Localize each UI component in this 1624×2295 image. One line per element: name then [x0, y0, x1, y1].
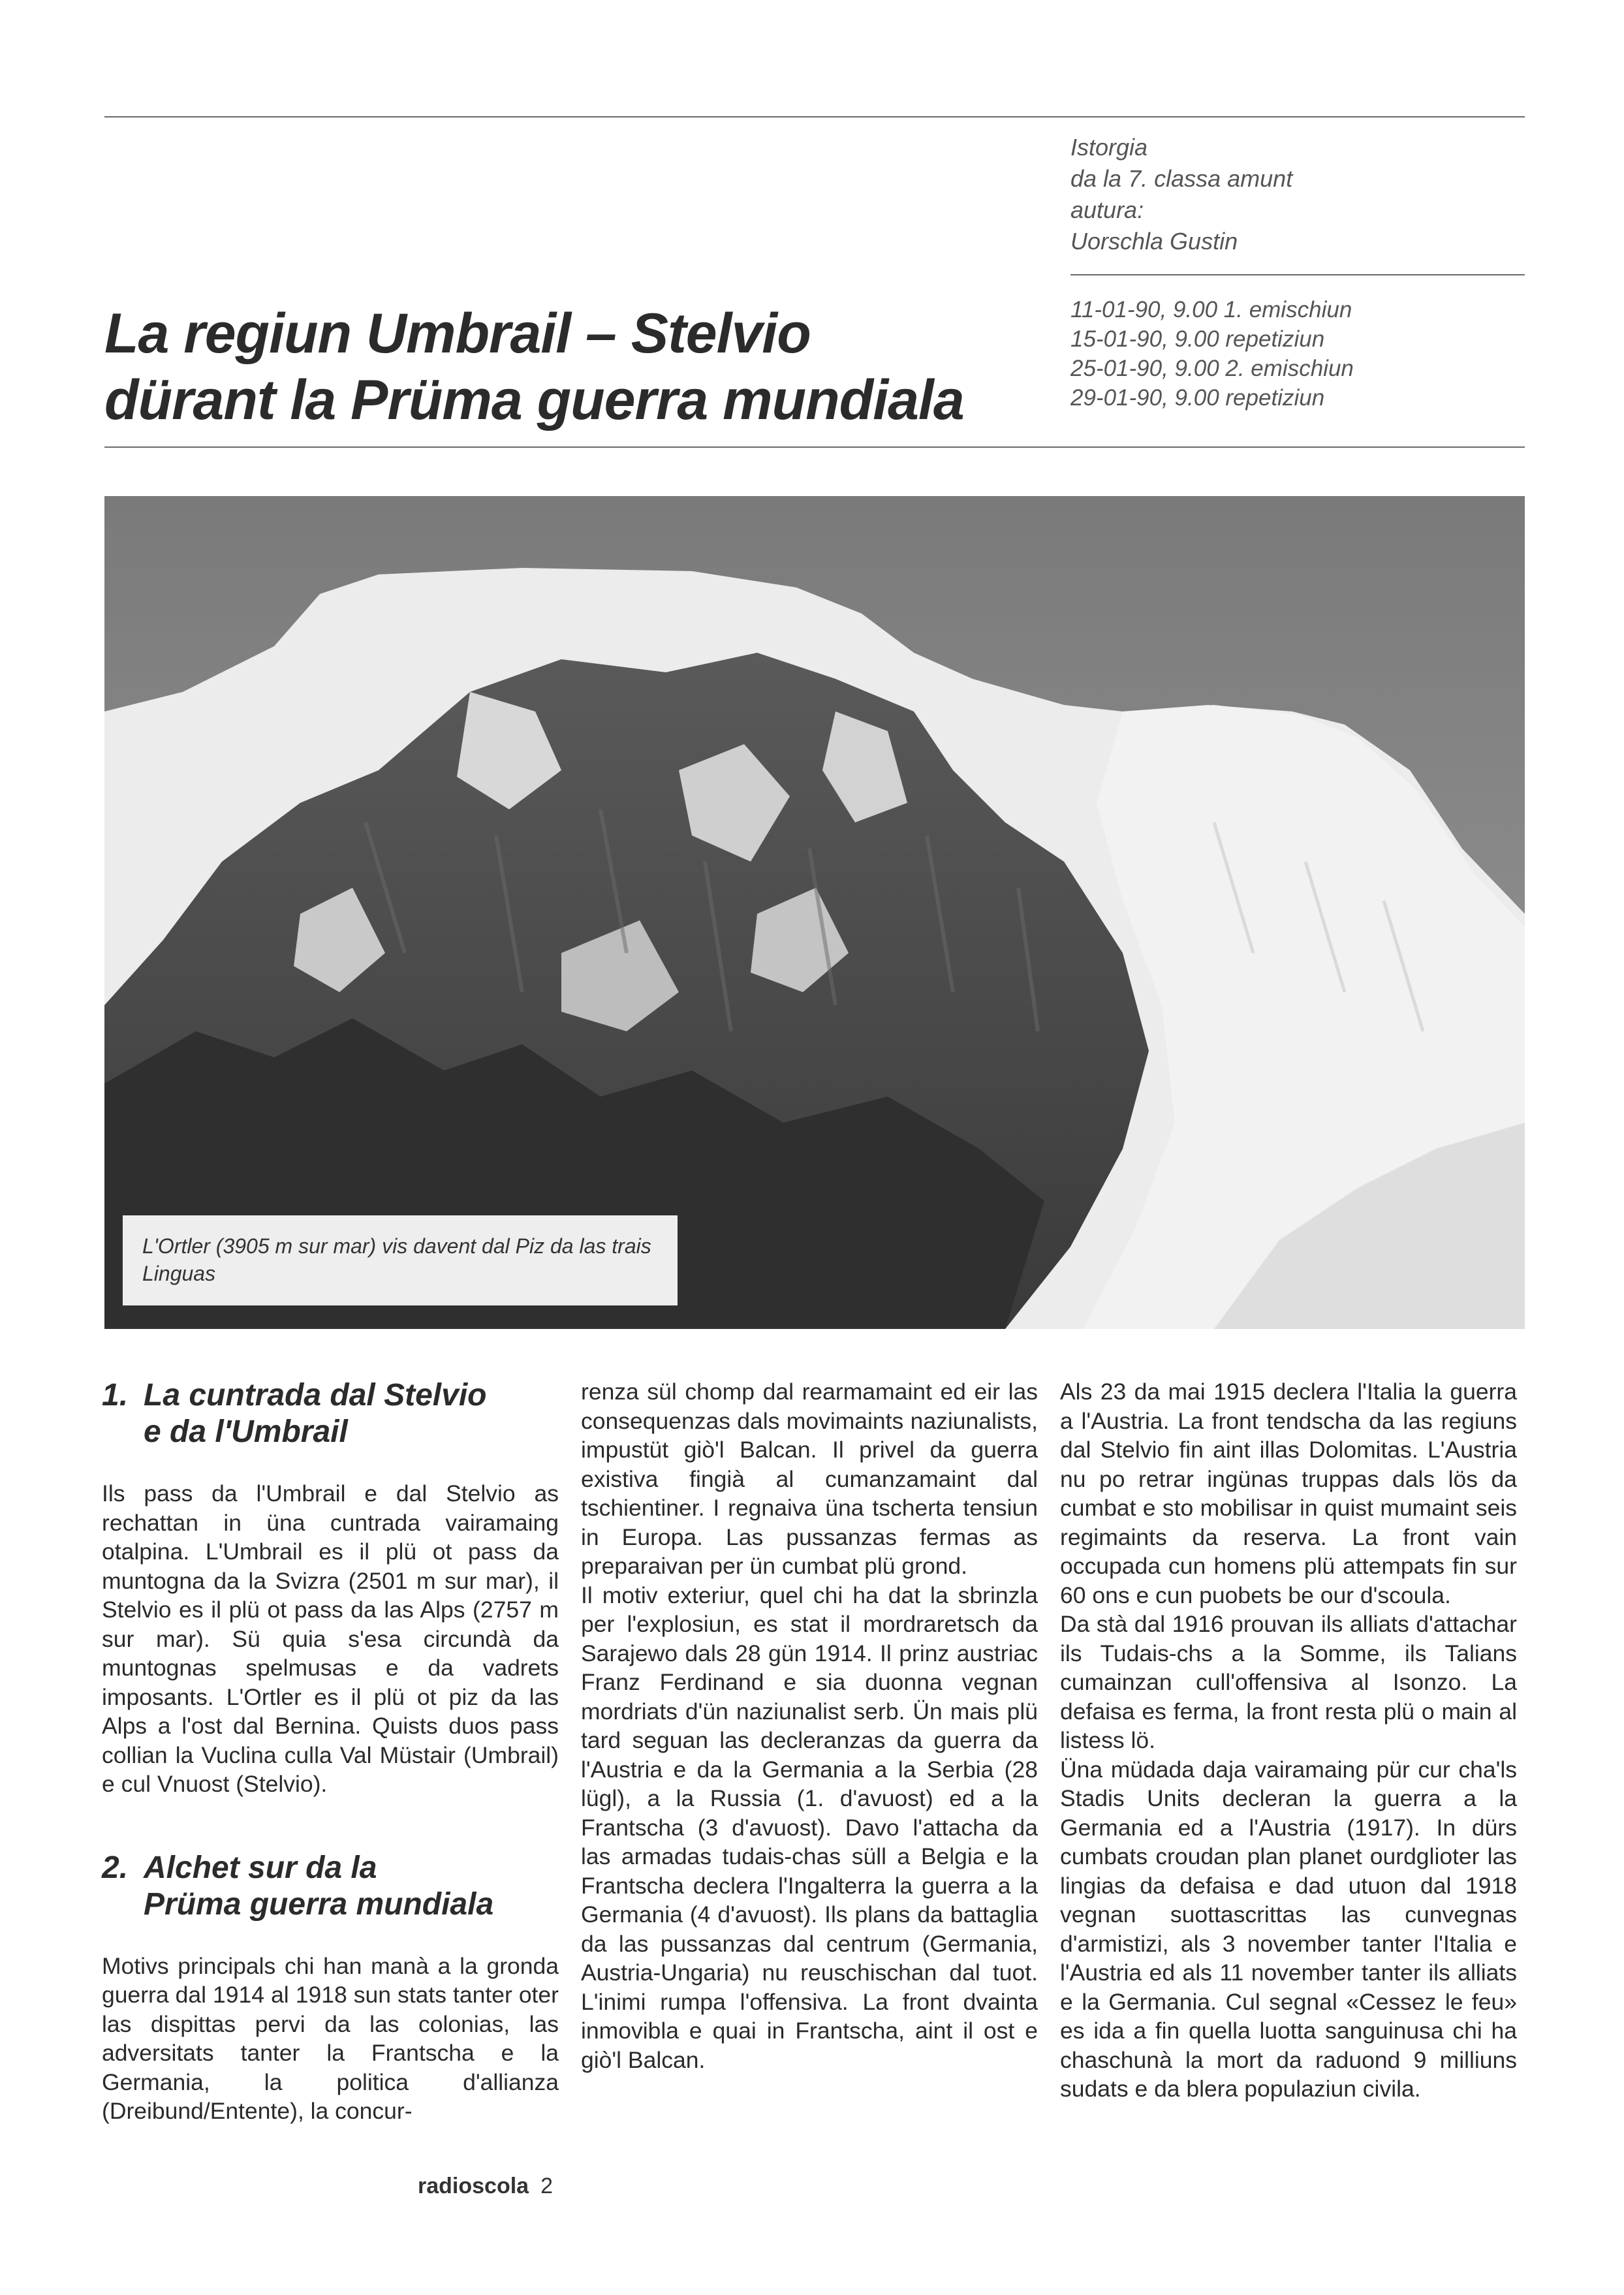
column-3 [1060, 1377, 1517, 2104]
meta-rule [1070, 274, 1525, 275]
header-bottom-rule [104, 446, 1525, 448]
section-1-heading-line-1: La cuntrada dal Stelvio [144, 1378, 487, 1413]
title-line-2: dürant la Prüma guerra mundiala [104, 369, 964, 431]
section-2-number: 2. [102, 1850, 129, 1885]
column-1 [102, 1377, 559, 2126]
section-1-number: 1. [102, 1378, 129, 1413]
section-2-heading-line-2: Prüma guerra mundiala [144, 1886, 494, 1922]
column-2 [581, 1377, 1038, 2074]
subject: Istorgia [1070, 134, 1148, 161]
schedule-item: 25-01-90, 9.00 2. emischiun [1070, 356, 1354, 381]
section-1-paragraph: Ils pass da l'Umbrail e dal Stelvio as rechattan in üna cuntrada vairamaing otalpina. L'Umbrail es il plü ot pass da muntogna da la Svizra (2501 m sur mar), il Stelvio es il plü ot pass da las Alps (2757 m sur mar). Sü quia s'esa circundà da muntognas spelmusas e da vadrets imposants. L'Ortler es il plü ot piz da las Alps a l'ost dal Bernina. Quists duos pass collian la Vuclina culla Val Müstair (Umbrail) e cul Vnuost (Stelvio). [102, 1480, 559, 1797]
schedule-item: 15-01-90, 9.00 repetiziun [1070, 326, 1325, 352]
photo-caption: L'Ortler (3905 m sur mar) vis davent dal Piz da las trais Linguas [123, 1215, 678, 1305]
broadcast-schedule [1070, 295, 1527, 413]
section-2-paragraph: Motivs principals chi han manà a la gronda guerra dal 1914 al 1918 sun stats tanter oter las dispittas pervi da las colonias, las adversitats tanter la Frantscha e la Germania, la politica d'allianza (Dreibund/Entente), la concur- [102, 1952, 559, 2124]
author-label: autura: [1070, 196, 1144, 223]
top-rule [104, 116, 1525, 117]
section-2-heading-line-1: Alchet sur da la [144, 1850, 377, 1885]
grade: da la 7. classa amunt [1070, 165, 1293, 192]
course-info [1070, 132, 1527, 257]
title-line-1: La regiun Umbrail – Stelvio [104, 302, 811, 365]
column-2-paragraph: renza sül chomp dal rearmamaint ed eir las consequenzas dals movimaints naziunalists, impustüt giò'l Balcan. Il privel da guerra existiva fingià al cumanzamaint dal tschientiner. I regnaiva üna tscherta tensiun in Europa. Las pussanzas fermas as preparaivan per ün cumbat plü grond. [581, 1379, 1038, 1579]
publication-name: radioscola [418, 2174, 529, 2198]
column-3-paragraph: Als 23 da mai 1915 declera l'Italia la guerra a l'Austria. La front tendscha da las regiuns dal Stelvio fin aint illas Dolomitas. L'Austria nu po retrar ingünas truppas dals lös da cumbat e sto mobilisar in quist mumaint seis regimaints da reserva. La front vain occupada cun homens plü attempats fin sur 60 ons e cun puobets be our d'scoula. [1060, 1379, 1517, 1608]
section-1-heading [102, 1377, 559, 1450]
section-1-heading-line-2: e da l'Umbrail [144, 1414, 348, 1449]
mountain-photo [104, 496, 1525, 1329]
column-3-paragraph: Da stà dal 1916 prouvan ils alliats d'attachar ils Tudais-chs a la Somme, ils Talians cumainzan cull'offensiva al Isonzo. La defaisa es ferma, la front resta plü o main al listess lö. [1060, 1611, 1517, 1753]
page-number: 2 [540, 2174, 553, 2198]
section-2-heading [102, 1850, 559, 1923]
mountain-illustration [104, 496, 1525, 1329]
column-3-paragraph: Üna müdada daja vairamaing pür cur cha'ls Stadis Units decleran la guerra a la Germania ed a l'Austria (1917). In dürs cumbats croudan plan planet ourdglioter las lingias da defaisa e dad utuon dal 1918 vegnan suottascrittas las cunvegnas d'armistizi, als 3 november tanter l'Italia e l'Austria ed als 11 november tanter ils alliats e la Germania. Cul segnal «Cessez le feu» es ida a fin quella luotta sanguinusa chi ha chaschunà la mort da raduond 9 milliuns sudats e da blera populaziun civila. [1060, 1756, 1517, 2102]
page-title [104, 300, 1018, 433]
schedule-item: 29-01-90, 9.00 repetiziun [1070, 385, 1325, 411]
page-footer [418, 2174, 553, 2199]
column-2-paragraph: Il motiv exteriur, quel chi ha dat la sbrinzla per l'explosiun, es stat il mordraretsch da Sarajewo dals 28 gün 1914. Il prinz austriac Franz Ferdinand e sia duonna vegnan mordriats d'ün naziunalist serb. Ün mais plü tard seguan las decleranzas da guerra da l'Austria e da la Germania a la Serbia (28 lügl), a la Russia (1. d'avuost) ed a la Frantscha (3 d'avuost). Davo l'attacha da las armadas tudais-chas süll a Belgia e la Frantscha declera l'Ingalterra la guerra a la Germania (4 d'avuost). Ils plans da battaglia da las pussanzas dal centrum (Germania, Austria-Ungaria) nu reuschischan dal tuot. L'inimi rumpa l'offensiva. La front dvainta inmovibla e quai in Frantscha, aint il ost e giò'l Balcan. [581, 1582, 1038, 2073]
author: Uorschla Gustin [1070, 228, 1238, 255]
schedule-item: 11-01-90, 9.00 1. emischiun [1070, 297, 1352, 322]
